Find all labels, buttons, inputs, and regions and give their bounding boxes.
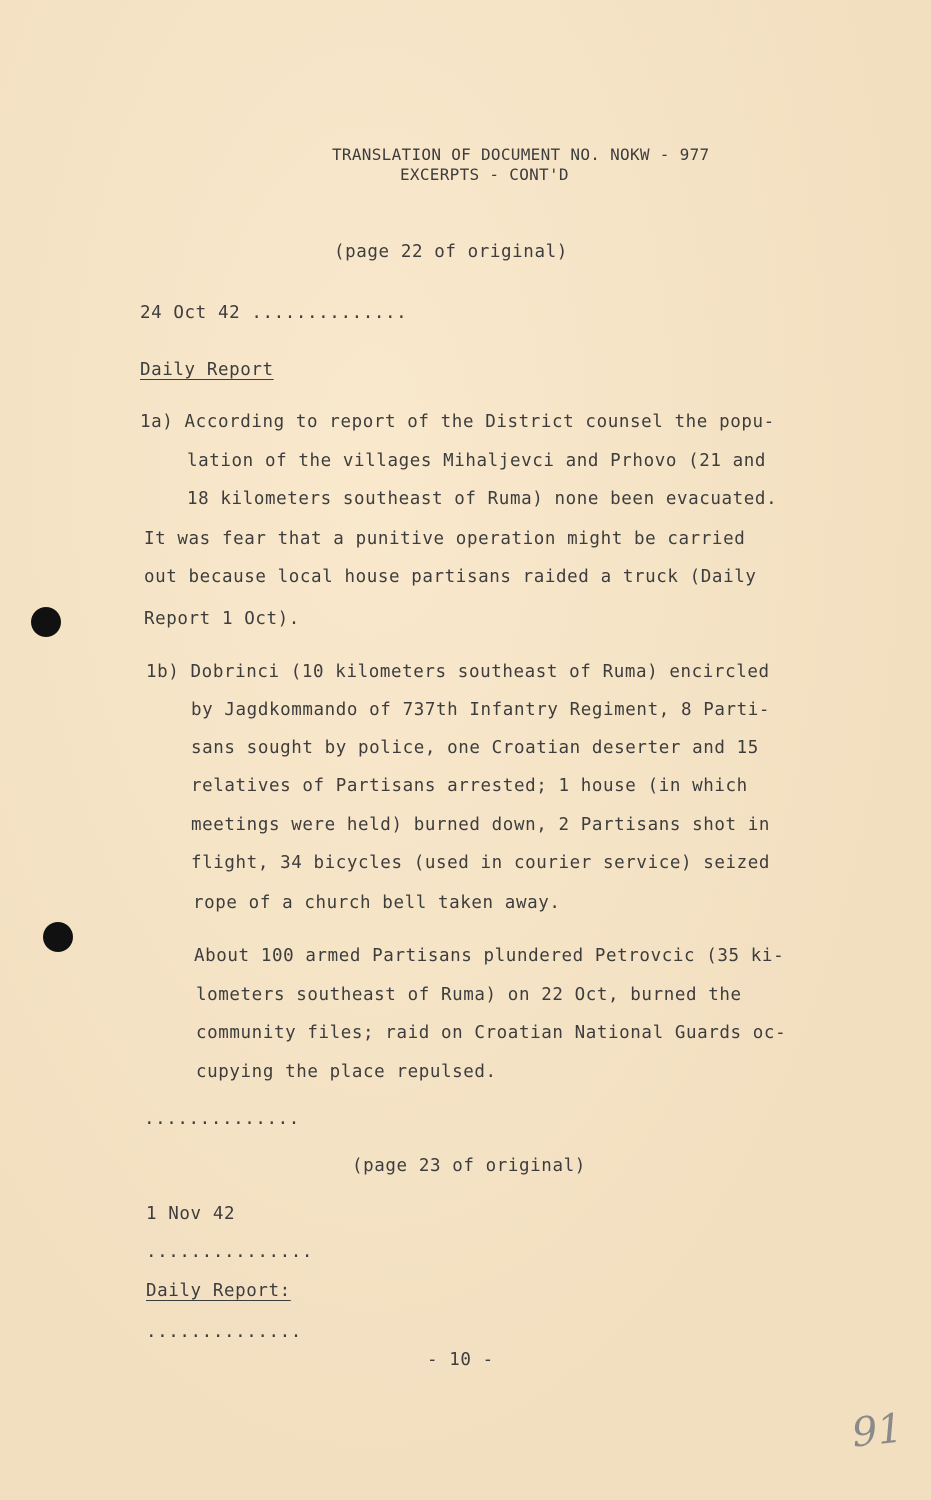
paragraph-1a-line-6: Report 1 Oct). bbox=[144, 609, 300, 629]
separator-dots: .............. bbox=[144, 1109, 300, 1129]
paragraph-1b-line-3: sans sought by police, one Croatian deserter and 15 bbox=[191, 738, 759, 758]
paragraph-1b-line-4: relatives of Partisans arrested; 1 house (in which bbox=[191, 776, 748, 796]
paragraph-2-line-2: lometers southeast of Ruma) on 22 Oct, burned the bbox=[196, 985, 742, 1005]
paragraph-2-line-3: community files; raid on Croatian National Guards oc- bbox=[196, 1023, 787, 1043]
entry-date-24-oct-42: 24 Oct 42 .............. bbox=[140, 303, 408, 323]
document-title-line-2: EXCERPTS - CONT'D bbox=[400, 165, 569, 184]
handwritten-page-mark: 91 bbox=[849, 1405, 906, 1457]
paragraph-1a-line-1: 1a) According to report of the District counsel the popu- bbox=[140, 412, 775, 432]
paragraph-1b-line-6: flight, 34 bicycles (used in courier service) seized bbox=[191, 853, 771, 873]
daily-report-heading: Daily Report bbox=[140, 360, 274, 380]
page-reference-23: (page 23 of original) bbox=[352, 1156, 586, 1176]
punch-hole-top bbox=[31, 607, 61, 637]
paragraph-1a-line-3: 18 kilometers southeast of Ruma) none been evacuated. bbox=[187, 489, 778, 509]
entry-2-dots: ............... bbox=[146, 1242, 314, 1262]
page-reference-22: (page 22 of original) bbox=[334, 242, 568, 262]
paragraph-1b-line-1: 1b) Dobrinci (10 kilometers southeast of Ruma) encircled bbox=[146, 662, 770, 682]
entry-date-1-nov-42: 1 Nov 42 bbox=[146, 1204, 236, 1224]
page-number: - 10 - bbox=[427, 1350, 494, 1370]
paragraph-1b-line-7: rope of a church bell taken away. bbox=[193, 893, 561, 913]
paragraph-2-line-4: cupying the place repulsed. bbox=[196, 1062, 497, 1082]
paragraph-2-line-1: About 100 armed Partisans plundered Petrovcic (35 ki- bbox=[194, 946, 785, 966]
paragraph-1b-line-5: meetings were held) burned down, 2 Partisans shot in bbox=[191, 815, 771, 835]
paragraph-1a-line-5: out because local house partisans raided a truck (Daily bbox=[144, 567, 757, 587]
paragraph-1b-line-2: by Jagdkommando of 737th Infantry Regiment, 8 Parti- bbox=[191, 700, 771, 720]
entry-2-dots-2: .............. bbox=[146, 1322, 302, 1342]
paragraph-1a-line-4: It was fear that a punitive operation might be carried bbox=[144, 529, 746, 549]
punch-hole-bottom bbox=[43, 922, 73, 952]
document-title-line-1: TRANSLATION OF DOCUMENT NO. NOKW - 977 bbox=[332, 145, 710, 164]
daily-report-heading-2: Daily Report: bbox=[146, 1281, 291, 1301]
paragraph-1a-line-2: lation of the villages Mihaljevci and Prhovo (21 and bbox=[187, 451, 767, 471]
